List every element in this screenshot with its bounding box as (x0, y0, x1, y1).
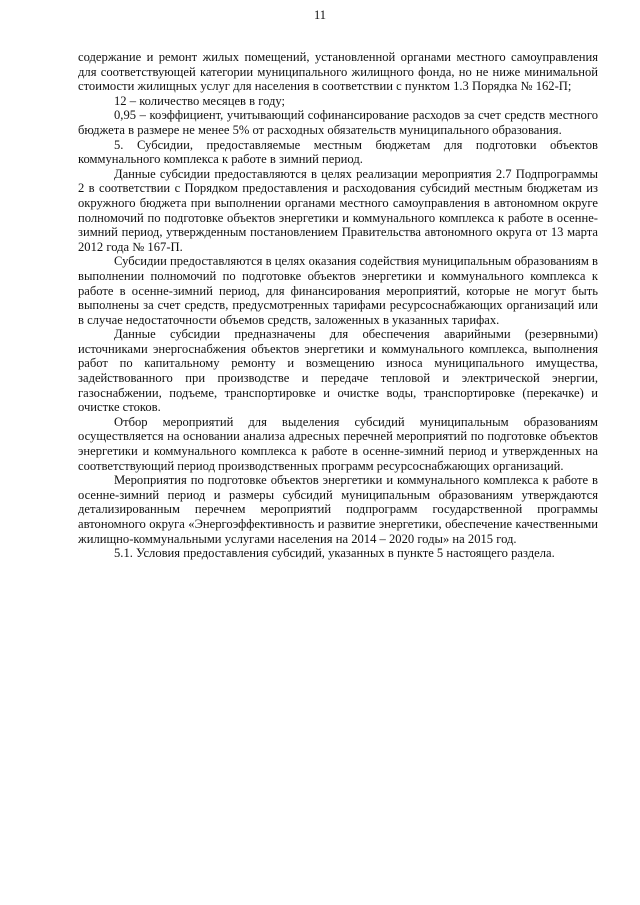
paragraph-subsidy-purpose: Данные субсидии предоставляются в целях реализации мероприятия 2.7 Подпрограммы 2 в соответствии с Порядком предоставления и расходования субсидий местным бюджетам из окружного бюджета при выполнении органами местного самоуправления в автономном округе полномочий по подготовке объектов энергетики и коммунального комплекса к работе в осенне-зимний период, утвержденным постановлением Правительства автономного округа от 13 марта 2012 года № 167-П. (78, 166, 598, 254)
paragraph-measures: Мероприятия по подготовке объектов энергетики и коммунального комплекса к работе в осенне-зимний период и размеры субсидий муниципальным образованиям утверждаются детализированным перечнем мероприятий подпрограмм государственной программы автономного округа «Энергоэффективность и развитие энергетики, обеспечение качественными жилищно-коммунальными услугами населения на 2014 – 2020 годы» на 2015 год. (78, 473, 598, 546)
paragraph-section-5-1: 5.1. Условия предоставления субсидий, указанных в пункте 5 настоящего раздела. (114, 546, 555, 561)
document-body (78, 50, 598, 561)
paragraph-selection: Отбор мероприятий для выделения субсидий муниципальным образованиям осуществляется на основании анализа адресных перечней мероприятий по подготовке объектов энергетики и коммунального комплекса к работе в осенне-зимний период и утвержденных на соответствующий период производственных программ ресурсоснабжающих организаций. (78, 414, 598, 473)
page-number: 11 (313, 8, 327, 22)
paragraph-subsidy-assistance: Субсидии предоставляются в целях оказания содействия муниципальным образованиям в выполнении полномочий по подготовке объектов энергетики и коммунального комплекса к работе в осенне-зимний период, для финансирования мероприятий, которые не могут быть выполнены за счет средств, предусмотренных тарифами ресурсоснабжающих организаций или в случае недостаточности объемов средств, заложенных в указанных тарифах. (78, 254, 598, 327)
paragraph-months-count: 12 – количество месяцев в году; (114, 93, 286, 108)
paragraph-continuation: содержание и ремонт жилых помещений, установленной органами местного самоуправления для соответствующей категории муниципального жилищного фонда, но не ниже минимальной стоимости жилищных услуг для населения в соответствии с пунктом 1.3 Порядка № 162-П; (78, 50, 598, 94)
paragraph-subsidy-designation: Данные субсидии предназначены для обеспечения аварийными (резервными) источниками энергоснабжения объектов энергетики и коммунального комплекса, выполнения работ по капитальному ремонту и возмещению износа муниципального имущества, задействованного при производстве и передаче тепловой и электрической энергии, газоснабжении, подъеме, транспортировке и очистке воды, транспортировке (перекачке) и очистке стоков. (78, 327, 598, 415)
paragraph-section-5-heading: 5. Субсидии, предоставляемые местным бюджетам для подготовки объектов коммунального комплекса к работе в зимний период. (78, 137, 598, 167)
paragraph-coefficient: 0,95 – коэффициент, учитывающий софинансирование расходов за счет средств местного бюджета в размере не менее 5% от расходных обязательств муниципального образования. (78, 108, 598, 137)
